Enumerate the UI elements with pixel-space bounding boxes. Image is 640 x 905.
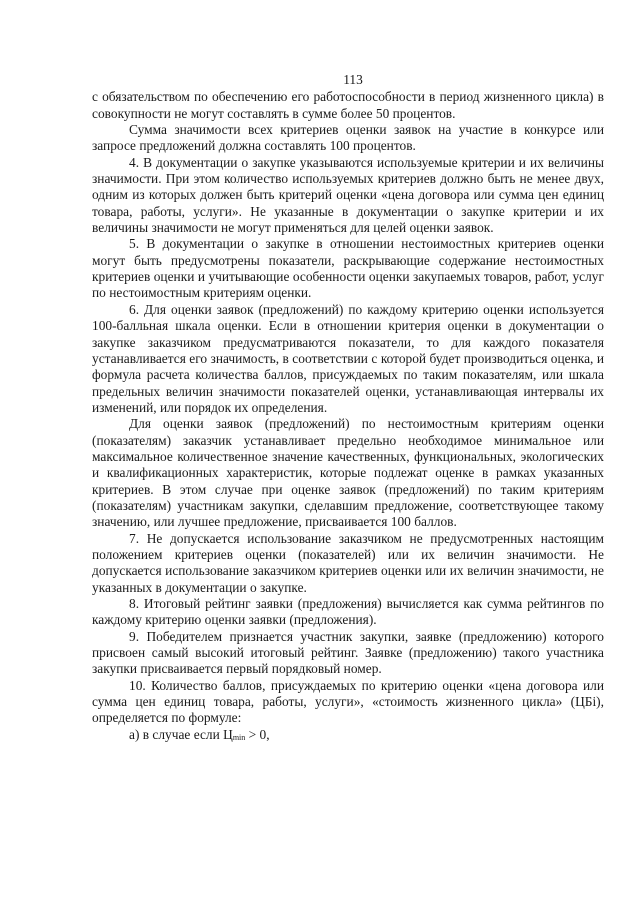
paragraph-continuation: с обязательством по обеспечению его работоспособности в период жизненного цикла) в совокупности не могут составлять в сумме более 50 процентов. <box>92 89 604 121</box>
case-a-suffix: > 0, <box>245 726 270 742</box>
page-body <box>92 72 604 746</box>
case-a-subscript: min <box>232 732 246 742</box>
paragraph-item-7: 7. Не допускается использование заказчиком не предусмотренных настоящим положением критериев оценки (показателей) или их величин значимости. Не допускается использование заказчиком критериев оценки или их величин значимости, не указанных в документации о закупке. <box>92 530 604 595</box>
paragraph-item-8: 8. Итоговый рейтинг заявки (предложения) вычисляется как сумма рейтингов по каждому критерию оценки заявки (предложения). <box>92 596 604 628</box>
page-number: 113 <box>343 72 363 87</box>
case-a-prefix: а) в случае если Ц <box>129 726 233 742</box>
paragraph-case-a <box>92 727 604 746</box>
paragraph-item-10: 10. Количество баллов, присуждаемых по критерию оценки «цена договора или сумма цен единиц товара, работы, услуги», «стоимость жизненного цикла» (ЦБi), определяется по формуле: <box>92 677 604 726</box>
paragraph-item-4: 4. В документации о закупке указываются используемые критерии и их величины значимости. При этом количество используемых критериев должно быть не менее двух, одним из которых должен быть критерий оценки «цена договора или сумма цен единиц товара, работы, услуги». Не указанные в документации о закупке критерии и их величины значимости не могут применяться для целей оценки заявок. <box>92 154 604 236</box>
paragraph-item-6: 6. Для оценки заявок (предложений) по каждому критерию оценки используется 100-балльная шкала оценки. Если в отношении критерия оценки в документации о закупке заказчиком предусматриваются показатели, то для каждого показателя устанавливается его значимость, в соответствии с которой будет производиться оценка, и формула расчета количества баллов, присуждаемых по таким показателям, или шкала предельных величин значимости показателей оценки, устанавливающая интервалы их изменений, или порядок их определения. <box>92 301 604 415</box>
paragraph-item-5: 5. В документации о закупке в отношении нестоимостных критериев оценки могут быть предусмотрены показатели, раскрывающие содержание нестоимостных критериев оценки и учитывающие особенности оценки закупаемых товаров, работ, услуг по нестоимостным критериям оценки. <box>92 236 604 301</box>
paragraph-sum-of-significance: Сумма значимости всех критериев оценки заявок на участие в конкурсе или запросе предложений должна составлять 100 процентов. <box>92 122 604 154</box>
paragraph-nonprice-criteria: Для оценки заявок (предложений) по нестоимостным критериям оценки (показателям) заказчик устанавливает предельно необходимое минимальное или максимальное количественное значение качественных, функциональных, экологических и квалификационных характеристик, которые подлежат оценке в рамках указанных критериев. В этом случае при оценке заявок (предложений) по таким критериям (показателям) участникам закупки, сделавшим предложение, соответствующее такому значению, или лучшее предложение, присваивается 100 баллов. <box>92 416 604 530</box>
paragraph-item-9: 9. Победителем признается участник закупки, заявке (предложению) которого присвоен самый высокий итоговый рейтинг. Заявке (предложению) такого участника закупки присваивается первый порядковый номер. <box>92 628 604 677</box>
